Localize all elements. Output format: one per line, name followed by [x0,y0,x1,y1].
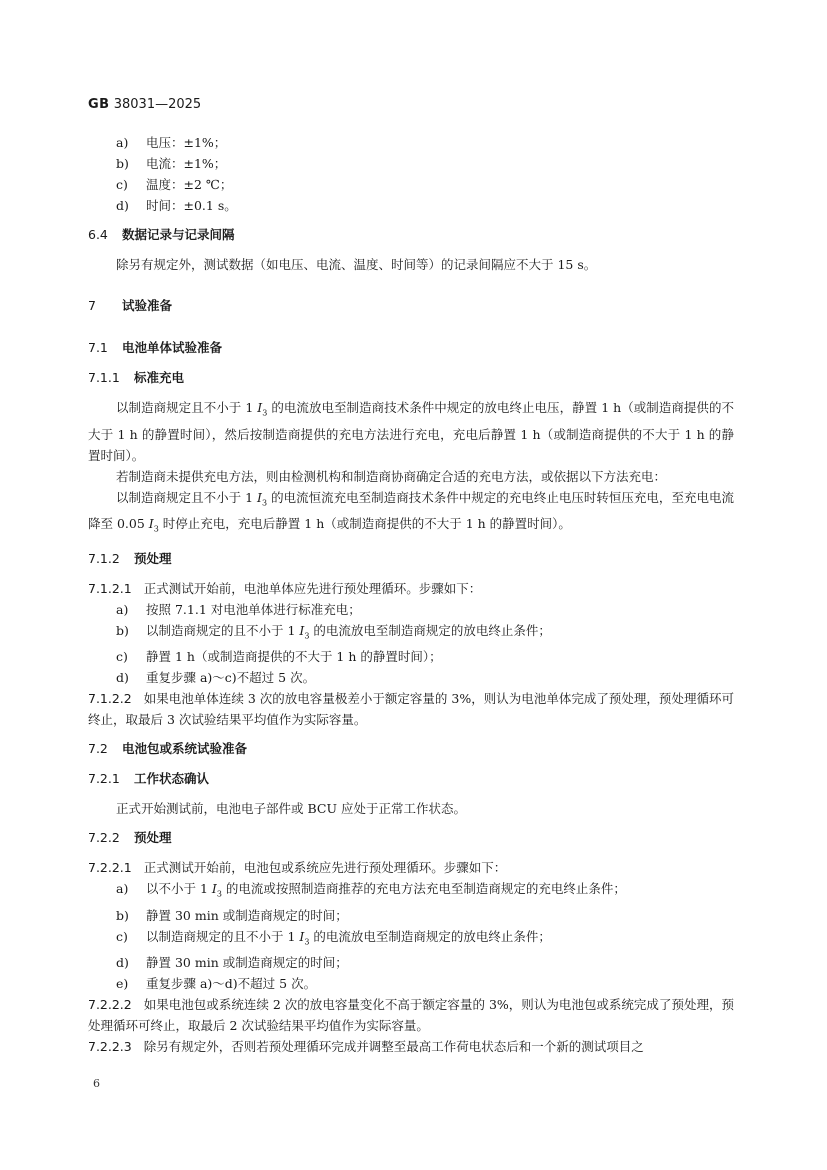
list-item: a) 按照 7.1.1 对电池单体进行标准充电； [116,601,361,617]
page-number: 6 [93,1077,100,1090]
list-item: c) 温度：±2 ℃； [116,177,233,192]
list-item: c) 以制造商规定的且不小于 1 $I_3$ 的电流放电至制造商规定的放电终止条件； [116,928,551,946]
clause: 7.2.2.2 如果电池包或系统连续 2 次的放电容量变化不高于额定容量的 3%，则认为电池包或系统完成了预处理，预处理循环可终止，取最后 2 次试验结果平均值作为实际容量。 [88,997,734,1033]
list-item: b) 电流：±1%； [116,156,227,171]
subsection-heading: 7.2.1 工作状态确认 [88,771,210,786]
subsection-heading: 7.2.2 预处理 [88,830,172,845]
paragraph: 以制造商规定且不小于 1 $I_3$ 的电流放电至制造商技术条件中规定的放电终止电压，静置 1 h（或制造商提供的不大于 1 h 的静置时间），然后按制造商提供的充电方法进行充电，充电后静置 1 h（或制造商提供的不大于 1 h 的静置时间）。 [88,400,734,463]
paragraph: 正式开始测试前，电池电子部件或 BCU 应处于正常工作状态。 [116,801,466,816]
list-item: d) 重复步骤 a)～c)不超过 5 次。 [116,670,316,685]
section-heading: 7.2 电池包或系统试验准备 [88,741,248,756]
subsection-heading: 7.1.2 预处理 [88,550,172,566]
page-header [88,97,201,112]
list-item: c) 静置 1 h（或制造商提供的不大于 1 h 的静置时间）； [116,649,442,664]
list-item: d) 时间：±0.1 s。 [116,198,237,213]
standard-prefix: GB [88,97,110,112]
clause: 7.2.2.1 正式测试开始前，电池包或系统应先进行预处理循环。步骤如下： [88,860,507,875]
section-heading: 6.4 数据记录与记录间隔 [88,227,235,242]
list-item: a) 电压：±1%； [116,135,227,150]
list-item: b) 静置 30 min 或制造商规定的时间； [116,907,348,923]
section-heading: 7 试验准备 [88,298,173,313]
paragraph: 除另有规定外，测试数据（如电压、电流、温度、时间等）的记录间隔应不大于 15 s。 [116,257,597,272]
section-heading: 7.1 电池单体试验准备 [88,340,223,355]
standard-number: 38031—2025 [113,97,202,112]
paragraph: 若制造商未提供充电方法，则由检测机构和制造商协商确定合适的充电方法，或依据以下方法充电： [116,468,667,484]
list-item: a) 以不小于 1 $I_3$ 的电流或按照制造商推荐的充电方法充电至制造商规定的充电终止条件； [116,881,626,899]
page-content [88,132,734,1057]
list-item: b) 以制造商规定的且不小于 1 $I_3$ 的电流放电至制造商规定的放电终止条件； [116,622,551,640]
list-item: d) 静置 30 min 或制造商规定的时间； [116,955,348,970]
clause: 7.2.2.3 除另有规定外，否则若预处理循环完成并调整至最高工作荷电状态后和一个新的测试项目之 [88,1039,644,1054]
subsection-heading: 7.1.1 标准充电 [88,370,185,385]
paragraph: 以制造商规定且不小于 1 $I_3$ 的电流恒流充电至制造商技术条件中规定的充电终止电压时转恒压充电，至充电电流降至 0.05 $I_3$ 时停止充电，充电后静置 1 h（或制造商提供的不大于 1 h 的静置时间）。 [88,489,734,534]
clause: 7.1.2.2 如果电池单体连续 3 次的放电容量极差小于额定容量的 3%，则认为电池单体完成了预处理，预处理循环可终止，取最后 3 次试验结果平均值作为实际容量。 [88,691,734,727]
list-item: e) 重复步骤 a)～d)不超过 5 次。 [116,976,317,991]
clause: 7.1.2.1 正式测试开始前，电池单体应先进行预处理循环。步骤如下： [88,580,482,596]
